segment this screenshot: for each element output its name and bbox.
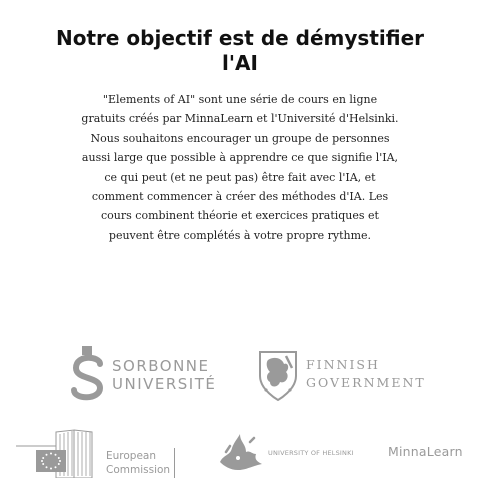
page-title xyxy=(0,26,480,76)
helsinki-flame-icon xyxy=(216,432,264,472)
european-commission-logo xyxy=(16,428,186,478)
minnalearn-label: MinnaLearn xyxy=(388,444,463,459)
minnalearn-logo xyxy=(388,444,468,462)
university-of-helsinki-label: UNIVERSITY OF HELSINKI xyxy=(268,449,354,457)
european-commission-line-1: European xyxy=(106,450,157,462)
page-title-line-2: l'AI xyxy=(222,51,258,75)
eu-flag-building-icon xyxy=(16,428,102,478)
european-commission-line-2: Commission xyxy=(106,464,171,476)
university-of-helsinki-logo xyxy=(216,432,366,472)
finnish-government-line-1: FINNISH xyxy=(306,357,380,372)
european-commission-divider xyxy=(174,448,175,478)
intro-paragraph: "Elements of AI" sont une série de cours en ligne gratuits créés par MinnaLearn et l'Université d'Helsinki. Nous souhaitons encourager un groupe de personnes aussi large que possible à apprendre ce que signifie l'IA, ce qui peut (et ne peut pas) être fait avec l'IA, et comment commencer à créer des méthodes d'IA. Les cours combinent théorie et exercices pratiques et peuvent être complétés à votre propre rythme. xyxy=(81,93,399,242)
finnish-government-line-2: GOVERNMENT xyxy=(306,375,426,390)
sorbonne-line-1: SORBONNE xyxy=(112,357,210,375)
sorbonne-line-2: UNIVERSITÉ xyxy=(112,375,217,393)
sorbonne-s-emblem-icon xyxy=(70,344,106,402)
finnish-government-logo xyxy=(256,346,426,402)
page-title-line-1: Notre objectif est de démystifier xyxy=(55,26,424,50)
finnish-lion-emblem-icon xyxy=(256,346,300,402)
sorbonne-universite-logo xyxy=(70,344,220,402)
